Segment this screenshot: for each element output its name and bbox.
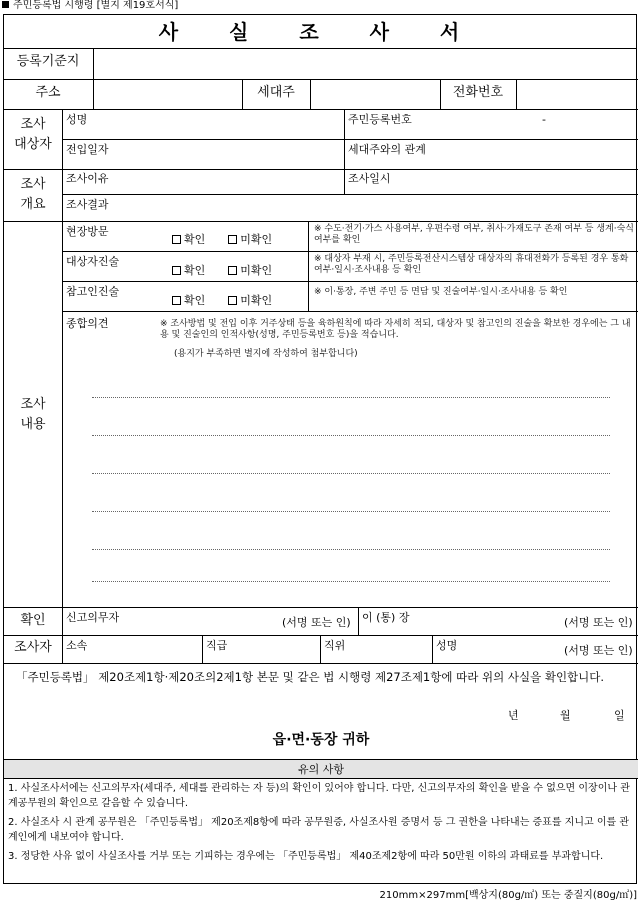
site-visit-label: 현장방문 bbox=[66, 225, 109, 238]
subject-statement-unconfirm-checkbox[interactable] bbox=[228, 266, 237, 275]
subject-statement-note: ※ 대상자 부재 시, 주민등록전산시스템상 대상자의 휴대전화가 등록된 경우 통화 여부·일시·조사내용 등 확인 bbox=[314, 254, 629, 275]
reference-statement-label: 참고인진술 bbox=[66, 285, 120, 298]
chief-label: 이 (통) 장 bbox=[362, 611, 410, 624]
opinion-note: ※ 조사방법 및 전입 이후 거주상태 등을 육하원칙에 따라 자세히 적되, 대상자 및 참고인의 진술을 확보한 경우에는 그 내용 및 진술인의 인적사항(성명, 주민등록번호 등)을 적습니다. bbox=[160, 319, 631, 340]
paper-spec-footer: 210mm×297mm[백상지(80g/㎡) 또는 중질지(80g/㎡)] bbox=[379, 890, 637, 901]
subject-move-in-label: 전입일자 bbox=[66, 143, 109, 156]
opinion-writing-line[interactable] bbox=[92, 435, 610, 436]
confirmation-label: 확인 bbox=[20, 613, 46, 628]
form-title: 사 실 조 사 서 bbox=[4, 15, 636, 49]
site-visit-confirm-checkbox[interactable] bbox=[172, 235, 181, 244]
subject-rrn-label: 주민등록번호 bbox=[348, 113, 412, 126]
investigator-sign-label: (서명 또는 인) bbox=[564, 644, 633, 657]
subject-statement-confirm-checkbox[interactable] bbox=[172, 266, 181, 275]
address-label: 주소 bbox=[35, 85, 61, 100]
investigator-label: 조사자 bbox=[14, 640, 52, 655]
reference-statement-confirm-checkbox[interactable] bbox=[172, 296, 181, 305]
investigator-grade-label: 직급 bbox=[206, 639, 228, 652]
confirmation-statement: 「주민등록법」 제20조제1항·제20조의2제1항 본문 및 같은 법 시행령 제27조제1항에 따라 위의 사실을 확인합니다. bbox=[16, 670, 605, 684]
date-month: 월 bbox=[560, 709, 571, 722]
note-item-1: 1. 사실조사서에는 신고의무자(세대주, 세대를 관리하는 자 등)의 확인이 있어야 합니다. 다만, 신고의무자의 확인을 받을 수 없으면 이장이나 관계공무원의 확인으로 갈음할 수 있습니다. bbox=[8, 783, 630, 809]
subject-statement-label: 대상자진술 bbox=[66, 255, 120, 268]
subject-rrn-dash: - bbox=[542, 113, 546, 126]
reference-statement-note: ※ 이·통장, 주변 주민 등 면담 및 진술여부·일시·조사내용 등 확인 bbox=[314, 287, 568, 297]
subject-statement-checks: 확인 미확인 bbox=[172, 264, 272, 277]
site-visit-checks: 확인 미확인 bbox=[172, 233, 272, 246]
opinion-writing-line[interactable] bbox=[92, 511, 610, 512]
site-visit-note: ※ 수도·전기·가스 사용여부, 우편수령 여부, 취사·가재도구 존재 여부 등 생계·숙식 여부를 확인 bbox=[314, 224, 634, 245]
investigator-dept-label: 소속 bbox=[66, 639, 88, 652]
investigator-name-label: 성명 bbox=[436, 639, 458, 652]
reporter-label: 신고의무자 bbox=[66, 611, 120, 624]
opinion-writing-line[interactable] bbox=[92, 549, 610, 550]
overview-date-label: 조사일시 bbox=[348, 172, 391, 185]
square-bullet-icon bbox=[2, 1, 9, 8]
notes-title: 유의 사항 bbox=[297, 763, 344, 776]
subject-label: 조사 대상자 bbox=[14, 117, 52, 152]
subject-name-label: 성명 bbox=[66, 113, 88, 126]
investigator-position-label: 직위 bbox=[324, 639, 346, 652]
opinion-writing-line[interactable] bbox=[92, 473, 610, 474]
chief-sign-label: (서명 또는 인) bbox=[564, 616, 633, 629]
overview-label: 조사 개요 bbox=[20, 177, 46, 212]
reference-statement-unconfirm-checkbox[interactable] bbox=[228, 296, 237, 305]
site-visit-unconfirm-checkbox[interactable] bbox=[228, 235, 237, 244]
date-day: 일 bbox=[614, 709, 625, 722]
content-label: 조사 내용 bbox=[20, 397, 46, 432]
opinion-note-attach: (용지가 부족하면 별지에 작성하여 첨부합니다) bbox=[174, 349, 358, 359]
date-year: 년 bbox=[508, 709, 519, 722]
form-header: 주민등록법 시행령 [별지 제19호서식] bbox=[2, 0, 178, 12]
household-head-label: 세대주 bbox=[257, 85, 295, 100]
opinion-label: 종합의견 bbox=[66, 317, 109, 330]
reference-statement-checks: 확인 미확인 bbox=[172, 294, 272, 307]
note-item-3: 3. 정당한 사유 없이 사실조사를 거부 또는 기피하는 경우에는 「주민등록법」 제40조제2항에 따라 50만원 이하의 과태료를 부과합니다. bbox=[8, 851, 604, 862]
form-frame bbox=[3, 14, 637, 884]
overview-result-label: 조사결과 bbox=[66, 198, 109, 211]
overview-reason-label: 조사이유 bbox=[66, 172, 109, 185]
phone-label: 전화번호 bbox=[452, 85, 504, 100]
addressee: 읍·면·동장 귀하 bbox=[272, 732, 370, 748]
note-item-2: 2. 사실조사 시 관계 공무원은 「주민등록법」 제20조제8항에 따라 공무원증, 사실조사원 증명서 등 그 권한을 나타내는 증표를 지니고 이를 관계인에게 내보여야 합니다. bbox=[8, 817, 630, 843]
opinion-writing-line[interactable] bbox=[92, 397, 610, 398]
subject-relation-label: 세대주와의 관계 bbox=[348, 143, 426, 156]
opinion-writing-line[interactable] bbox=[92, 581, 610, 582]
reporter-sign-label: (서명 또는 인) bbox=[282, 616, 351, 629]
registration-place-label: 등록기준지 bbox=[16, 54, 80, 69]
